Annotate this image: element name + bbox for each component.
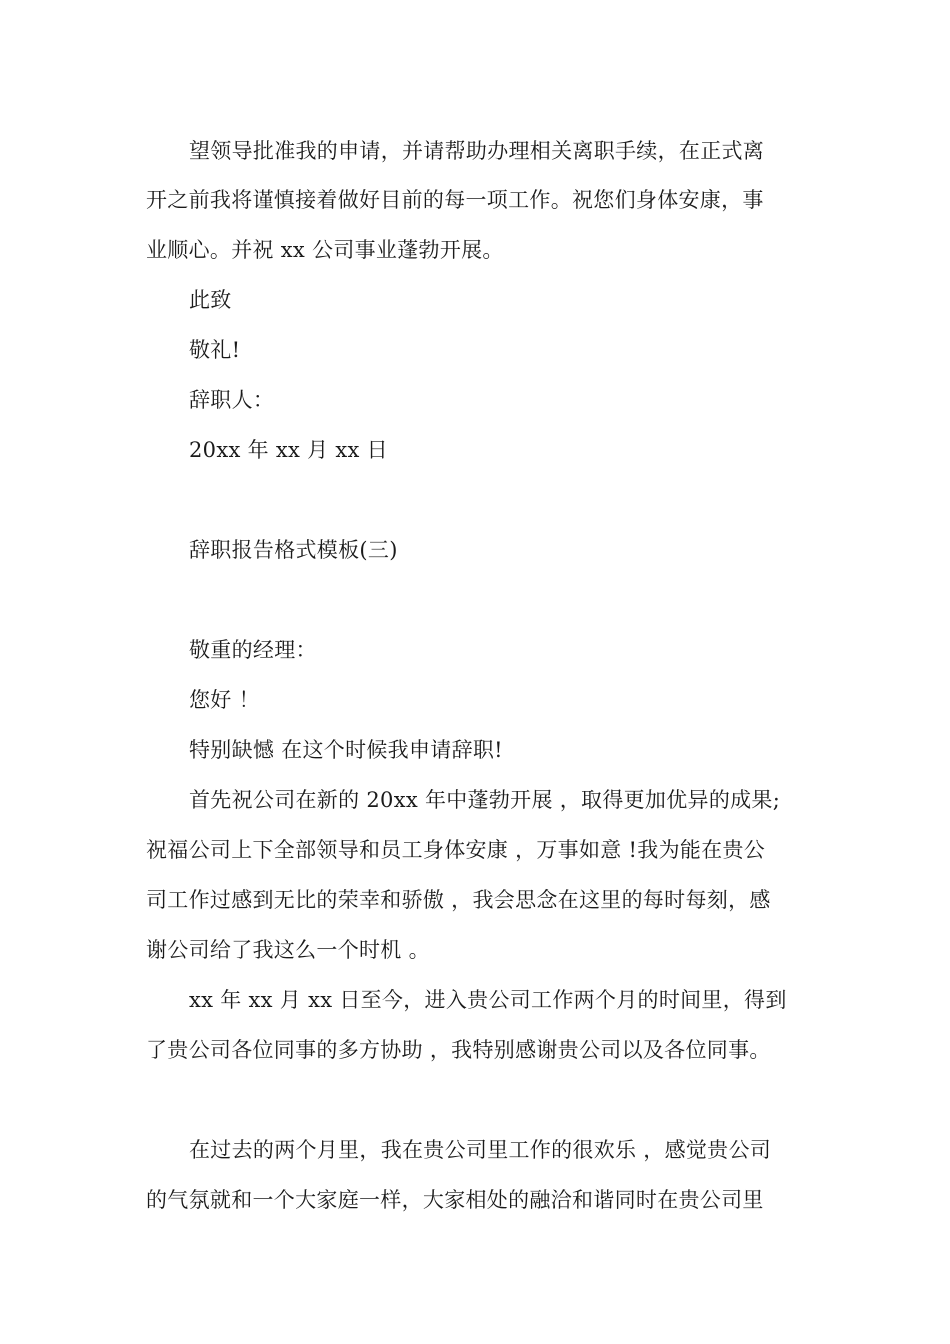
paragraph-line: 特别缺憾 在这个时候我申请辞职! [189,738,503,762]
section-heading: 辞职报告格式模板(三) [189,538,398,562]
closing-respect: 敬礼! [189,338,241,362]
date-line: 20xx 年 xx 月 xx 日 [189,438,388,462]
greeting-line: 敬重的经理： [189,638,317,662]
paragraph-line: 了贵公司各位同事的多方协助 ，我特别感谢贵公司以及各位同事。 [146,1038,771,1062]
paragraph-line: 望领导批准我的申请，并请帮助办理相关离职手续，在正式离 [189,139,765,163]
paragraph-line: 开之前我将谨慎接着做好目前的每一项工作。祝您们身体安康，事 [146,188,764,212]
greeting-line: 您好 ！ [189,688,260,712]
paragraph-line: xx 年 xx 月 xx 日至今，进入贵公司工作两个月的时间里，得到 [189,988,787,1012]
signature-label: 辞职人： [189,388,275,412]
paragraph-line: 谢公司给了我这么一个时机 。 [146,938,430,962]
paragraph-line: 首先祝公司在新的 20xx 年中蓬勃开展 ，取得更加优异的成果; [189,788,781,812]
paragraph-line: 业顺心。并祝 xx 公司事业蓬勃开展。 [146,238,504,262]
paragraph-line: 司工作过感到无比的荣幸和骄傲 ，我会思念在这里的每时每刻，感 [146,888,771,912]
paragraph-line: 在过去的两个月里，我在贵公司里工作的很欢乐 ，感觉贵公司 [189,1138,772,1162]
paragraph-line: 的气氛就和一个大家庭一样，大家相处的融洽和谐同时在贵公司里 [146,1188,764,1212]
paragraph-line: 祝福公司上下全部领导和员工身体安康 ，万事如意 !我为能在贵公 [146,838,766,862]
closing-salutation: 此致 [189,288,232,312]
